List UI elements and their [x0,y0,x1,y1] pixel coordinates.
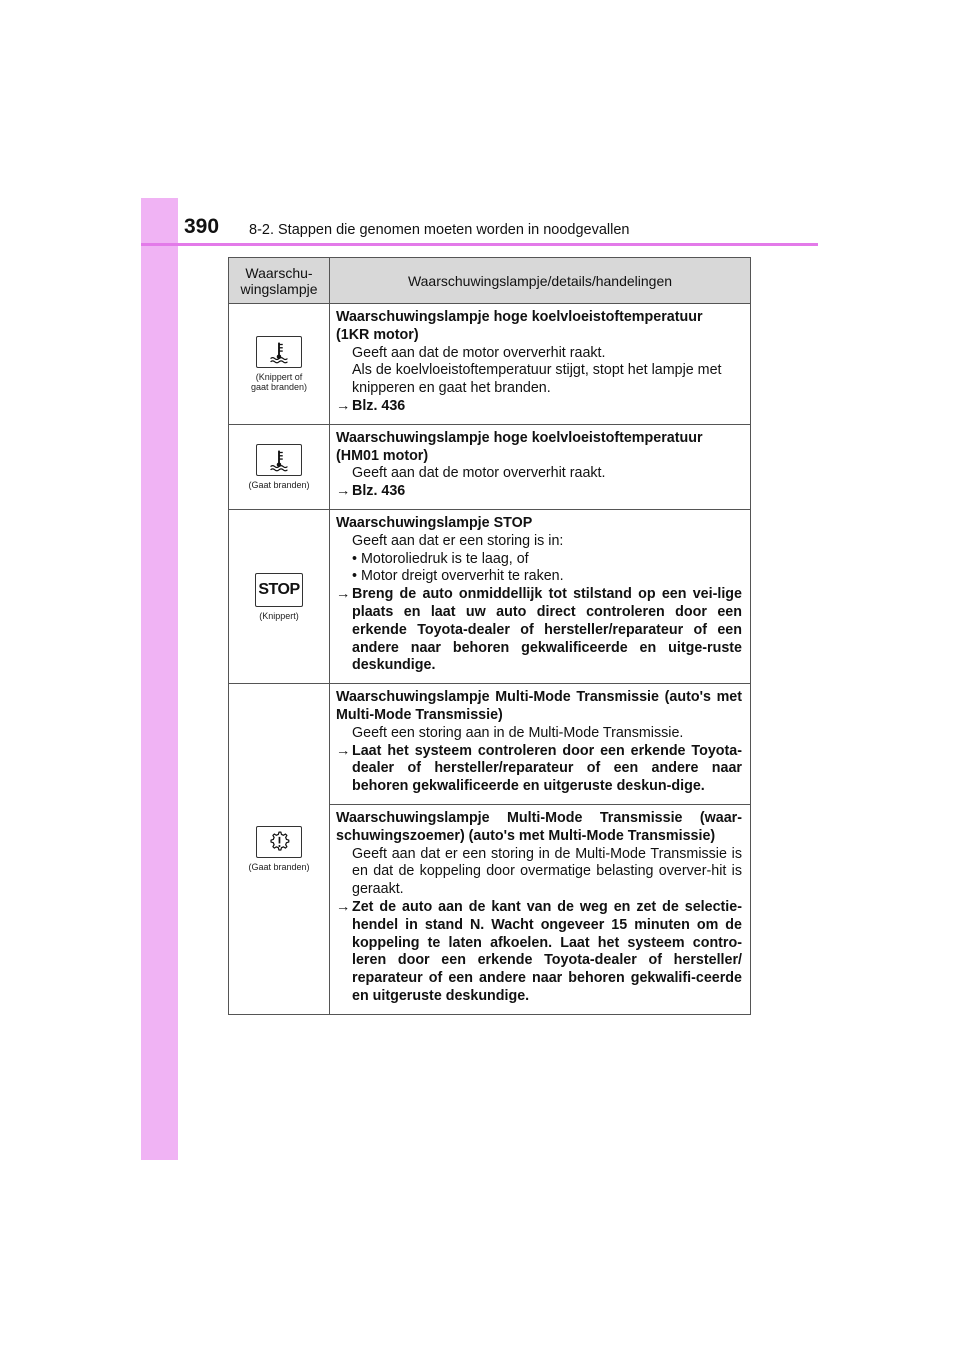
table-row [229,684,751,805]
action-reference: → Blz. 436 [336,483,406,500]
icon-caption: (Gaat branden) [248,479,310,490]
table-row [229,304,751,425]
column-header-details: Waarschuwingslampje/details/handelingen [330,258,751,304]
detail-text: Geeft aan dat de motor oververhit raakt. [352,465,606,482]
warning-title: Waarschuwingslampje hoge koelvloeistoftemperatuur (HM01 motor) [336,429,703,464]
icon-cell [229,304,330,425]
arrow-icon: → [336,483,351,500]
warning-title: Waarschuwingslampje STOP [336,514,533,531]
warning-title: Waarschuwingslampje Multi-Mode Transmissie (auto's met Multi-Mode Transmissie) [336,689,742,723]
description-cell [330,304,751,425]
warning-light-table [228,257,751,1015]
table-row [229,424,751,509]
column-header-light: Waarschu- wingslampje [229,258,330,304]
side-color-band [141,198,178,1160]
header-rule [141,243,818,246]
table-row [229,509,751,683]
coolant-temperature-icon [256,336,302,368]
arrow-icon: → [336,397,351,414]
action-instruction: → Breng de auto onmiddellijk tot stilstand op een vei-lige plaats en laat uw auto direct controleren door een erkende Toyota-dealer of hersteller/reparateur of een andere naar behoren gekwalificeerde en uitge-ruste deskundige. [336,586,742,674]
icon-cell [229,509,330,683]
detail-text: Geeft aan dat de motor oververhit raakt. [352,344,606,361]
description-cell [330,509,751,683]
arrow-icon: → [336,898,351,915]
transmission-warning-icon [256,826,302,858]
description-cell [330,424,751,509]
bullet-item: • Motor dreigt oververhit te raken. [352,568,564,585]
warning-title: Waarschuwingslampje Multi-Mode Transmissie (waar-schuwingszoemer) (auto's met Multi-Mode Transmissie) [336,809,742,844]
detail-text: Geeft een storing aan in de Multi-Mode Transmissie. [352,724,684,741]
icon-cell [229,424,330,509]
table-header-row [229,258,751,304]
icon-cell [229,684,330,1015]
action-instruction: → Zet de auto aan de kant van de weg en zet de selectie-hendel in stand N. Wacht ongeveer 15 minuten om de koppeling te laten afkoelen. Laat het systeem contro-leren door een erkende Toyota-dealer of hersteller/ reparateur of een andere naar behoren gekwalifi-ceerde en uitgeruste deskundige. [336,898,742,1004]
coolant-temperature-icon [256,444,302,476]
bullet-item: • Motoroliedruk is te laag, of [352,550,529,567]
detail-text: Als de koelvloeistoftemperatuur stijgt, stopt het lampje met knipperen en gaat het branden. [352,362,722,397]
description-cell [330,684,751,805]
arrow-icon: → [336,742,351,759]
action-instruction: → Laat het systeem controleren door een erkende Toyota-dealer of hersteller/reparateur of een andere naar behoren gekwalificeerde en uitgeruste deskun-dige. [336,742,742,795]
icon-caption: (Gaat branden) [248,861,310,872]
arrow-icon: → [336,586,351,603]
icon-caption: (Knippert) [259,610,299,621]
detail-text: Geeft aan dat er een storing is in: [352,532,564,549]
page-number: 390 [184,215,220,238]
action-reference: → Blz. 436 [336,397,406,414]
stop-icon: STOP [255,573,303,607]
description-cell [330,804,751,1014]
icon-caption: (Knippert of gaat branden) [250,371,308,392]
detail-text: Geeft aan dat er een storing in de Multi-Mode Transmissie is en dat de koppeling door overmatige belasting overver-hit is geraakt. [352,845,742,898]
chapter-title: 8-2. Stappen die genomen moeten worden in noodgevallen [249,222,630,238]
warning-title: Waarschuwingslampje hoge koelvloeistoftemperatuur (1KR motor) [336,309,703,343]
